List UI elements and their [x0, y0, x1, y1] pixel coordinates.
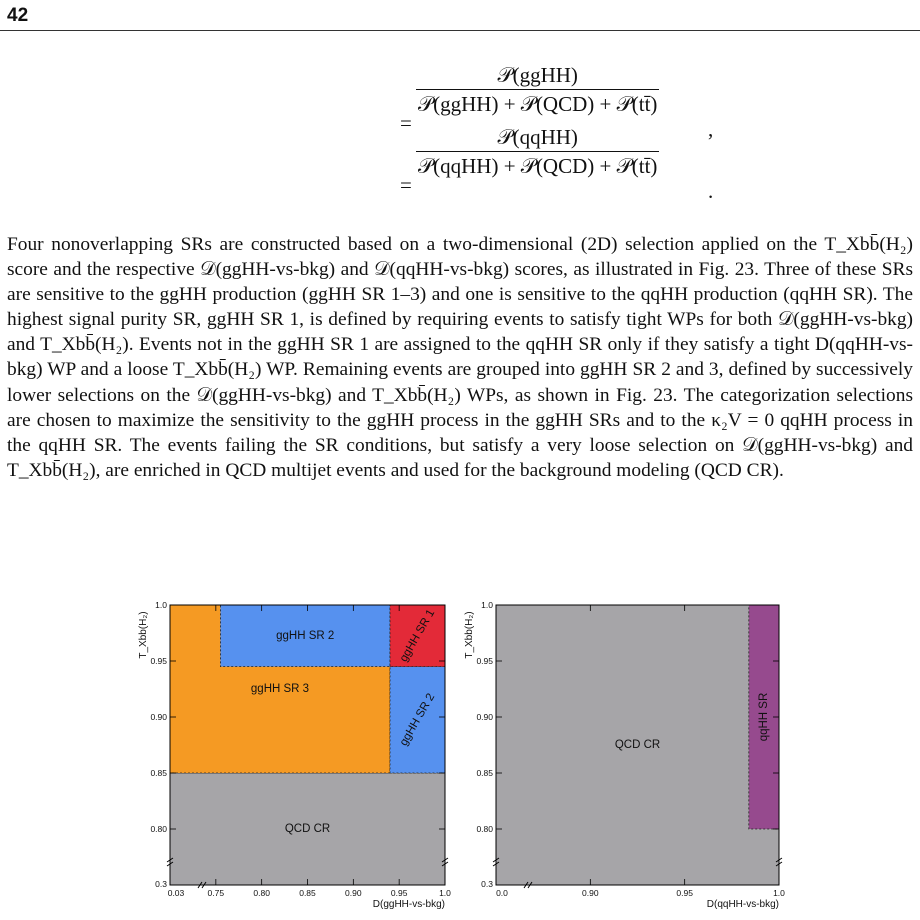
x-axis-label: D(qqHH-vs-bkg)	[706, 899, 779, 910]
y-tick-label: 0.95	[476, 656, 493, 666]
body-paragraph: Four nonoverlapping SRs are constructed based on a two-dimensional (2D) selection applied on the T_Xbb̄(H₂) score and the respective 𝒟(ggHH-vs-bkg) and 𝒟(qqHH-vs-bkg) scores, as illustrated in Fig. 23. Three of these SRs are sensitive to the ggHH production (ggHH SR 1–3) and one is sensitive to the qqHH production (qqHH SR). The highest signal purity SR, ggHH SR 1, is defined by requiring events to satisfy tight WPs for both 𝒟(ggHH-vs-bkg) and T_Xbb̄(H₂). Events not in the ggHH SR 1 are assigned to the qqHH SR only if they satisfy a tight D(qqHH-vs-bkg) WP and a loose T_Xbb̄(H₂) WP. Remaining events are grouped into ggHH SR 2 and 3, defined by successively lower selections on the 𝒟(ggHH-vs-bkg) and T_Xbb̄(H₂) WPs, as shown in Fig. 23. The categorization selections are chosen to maximize the sensitivity to the ggHH process in the ggHH SRs and to the κ₂V = 0 qqHH process in the qqHH SR. The events failing the SR conditions, but satisfy a very loose selection on 𝒟(ggHH-vs-bkg) and T_Xbb̄(H₂), are enriched in QCD multijet events and used for the background modeling (QCD CR).	[7, 234, 913, 481]
y-tick-label: 0.3	[481, 879, 493, 889]
x-tick-label: 0.95	[676, 888, 693, 898]
y-tick-label: 0.3	[155, 879, 167, 889]
x-tick-label: 1.0	[439, 888, 451, 898]
equation-punct: ,	[708, 117, 714, 141]
y-tick-label: 0.85	[476, 768, 493, 778]
equals-sign: =	[400, 111, 412, 135]
y-tick-label: 0.90	[476, 712, 493, 722]
region-label: ggHH SR 2	[397, 691, 438, 749]
y-tick-label: 0.95	[150, 656, 167, 666]
region-label: ggHH SR 2	[276, 629, 335, 642]
numerator: 𝒫(ggHH)	[497, 63, 578, 87]
y-tick-label: 1.0	[481, 600, 493, 610]
denominator: 𝒫(ggHH) + 𝒫(QCD) + 𝒫(tt̄)	[416, 89, 659, 117]
x-tick-label: 0.75	[207, 888, 225, 898]
y-axis-label: T_Xbb(H₂)	[464, 611, 475, 659]
denominator: 𝒫(qqHH) + 𝒫(QCD) + 𝒫(tt̄)	[416, 151, 659, 179]
region-label: qqHH SR	[757, 692, 770, 742]
x-tick-label: 0.90	[345, 888, 362, 898]
x-tick-label: 0.03	[167, 888, 185, 898]
numerator: 𝒫(qqHH)	[497, 125, 578, 149]
y-tick-label: 0.80	[150, 824, 167, 834]
x-tick-label: 0.85	[299, 888, 316, 898]
region-label: QCD CR	[284, 823, 331, 836]
page-number: 42	[7, 5, 29, 26]
x-tick-label: 0.90	[582, 888, 599, 898]
y-tick-label: 1.0	[155, 600, 167, 610]
chart-panel-1	[138, 600, 451, 910]
y-tick-label: 0.90	[150, 712, 167, 722]
equation-punct: .	[708, 179, 714, 203]
chart-panel-2	[464, 600, 785, 910]
x-tick-label: 0.80	[253, 888, 270, 898]
x-tick-label: 0.95	[390, 888, 408, 898]
equals-sign: =	[400, 173, 412, 197]
region-label: QCD CR	[614, 739, 661, 752]
x-axis-label: D(ggHH-vs-bkg)	[372, 899, 445, 910]
region-label: ggHH SR 3	[250, 683, 310, 696]
y-tick-label: 0.80	[476, 824, 493, 834]
y-axis-label: T_Xbb(H₂)	[138, 611, 149, 659]
x-tick-label: 1.0	[773, 888, 785, 898]
y-tick-label: 0.85	[150, 768, 167, 778]
x-tick-label: 0.0	[496, 888, 508, 898]
region-label: ggHH SR 1	[397, 607, 438, 665]
